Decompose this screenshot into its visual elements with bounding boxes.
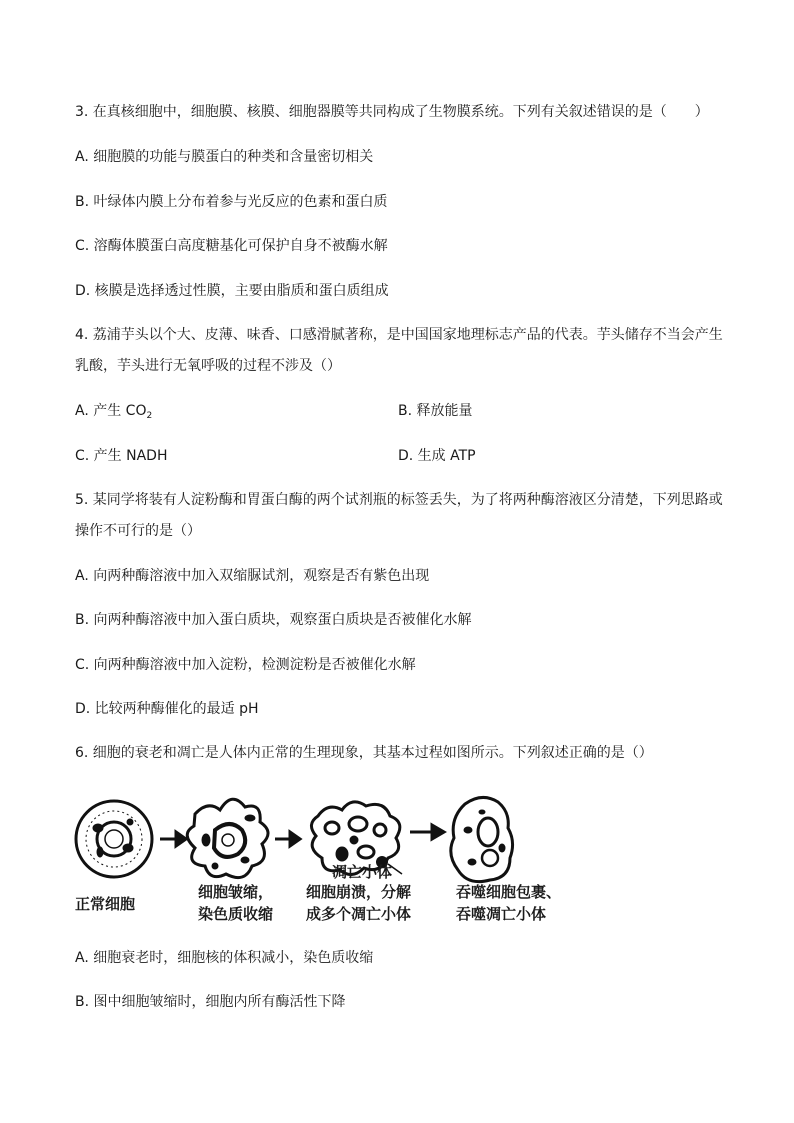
q6-option-b: B. 图中细胞皱缩时，细胞内所有酶活性下降 (75, 994, 346, 1010)
q4-option-a (75, 401, 152, 426)
apoptosis-diagram (70, 782, 590, 892)
q3-option-a: A. 细胞膜的功能与膜蛋白的种类和含量密切相关 (75, 149, 374, 165)
q5-option-d: D. 比较两种酶催化的最适 pH (75, 701, 259, 717)
label-shrink-line1: 细胞皱缩， (198, 883, 274, 901)
label-collapse-line1: 细胞崩溃，分解 (306, 883, 412, 901)
arrow-1 (160, 832, 186, 846)
q5-stem-line2: 操作不可行的是（） (75, 523, 201, 539)
q5-stem-line1: 5. 某同学将装有人淀粉酶和胃蛋白酶的两个试剂瓶的标签丢失，为了将两种酶溶液区分清楚，下列思路或 (75, 492, 723, 508)
q6-stem: 6. 细胞的衰老和凋亡是人体内正常的生理现象，其基本过程如图所示。下列叙述正确的是（） (75, 745, 653, 761)
q3-option-b: B. 叶绿体内膜上分布着参与光反应的色素和蛋白质 (75, 194, 388, 210)
q4-stem-line1: 4. 荔浦芋头以个大、皮薄、味香、口感滑腻著称，是中国国家地理标志产品的代表。芋头储存不当会产生 (75, 327, 723, 343)
q5-option-a: A. 向两种酶溶液中加入双缩脲试剂，观察是否有紫色出现 (75, 568, 430, 584)
q4-option-a-subscript: 2 (146, 411, 153, 421)
q4-option-d: D. 生成 ATP (398, 448, 476, 464)
normal-cell-drawing (76, 801, 152, 877)
q4-option-a-text: A. 产生 CO (75, 403, 147, 419)
phagocyte-drawing (451, 797, 513, 881)
q4-stem-line2: 乳酸，芋头进行无氧呼吸的过程不涉及（） (75, 358, 341, 374)
arrow-2 (275, 832, 300, 846)
q5-option-c: C. 向两种酶溶液中加入淀粉，检测淀粉是否被催化水解 (75, 657, 416, 673)
q3-option-c: C. 溶酶体膜蛋白高度糖基化可保护自身不被酶水解 (75, 238, 388, 254)
label-phagocyte-line1: 吞噬细胞包裹、 (456, 883, 562, 901)
q6-option-a: A. 细胞衰老时，细胞核的体积减小，染色质收缩 (75, 950, 374, 966)
label-shrink-line2: 染色质收缩 (198, 905, 274, 923)
label-collapse-line2: 成多个凋亡小体 (306, 905, 412, 923)
label-phagocyte-line2: 吞噬凋亡小体 (456, 905, 547, 923)
arrow-3 (410, 825, 444, 839)
label-apoptotic-body: 凋亡小体 (332, 863, 393, 881)
apoptosis-figure (70, 782, 590, 932)
shrinking-cell-drawing (187, 799, 268, 877)
q5-option-b: B. 向两种酶溶液中加入蛋白质块，观察蛋白质块是否被催化水解 (75, 612, 472, 628)
q3-option-d: D. 核膜是选择透过性膜，主要由脂质和蛋白质组成 (75, 283, 389, 299)
q4-option-b: B. 释放能量 (398, 403, 473, 419)
q3-stem: 3. 在真核细胞中，细胞膜、核膜、细胞器膜等共同构成了生物膜系统。下列有关叙述错误的是（ ） (75, 104, 709, 120)
label-normal-cell: 正常细胞 (75, 895, 136, 913)
q4-option-c: C. 产生 NADH (75, 448, 168, 464)
